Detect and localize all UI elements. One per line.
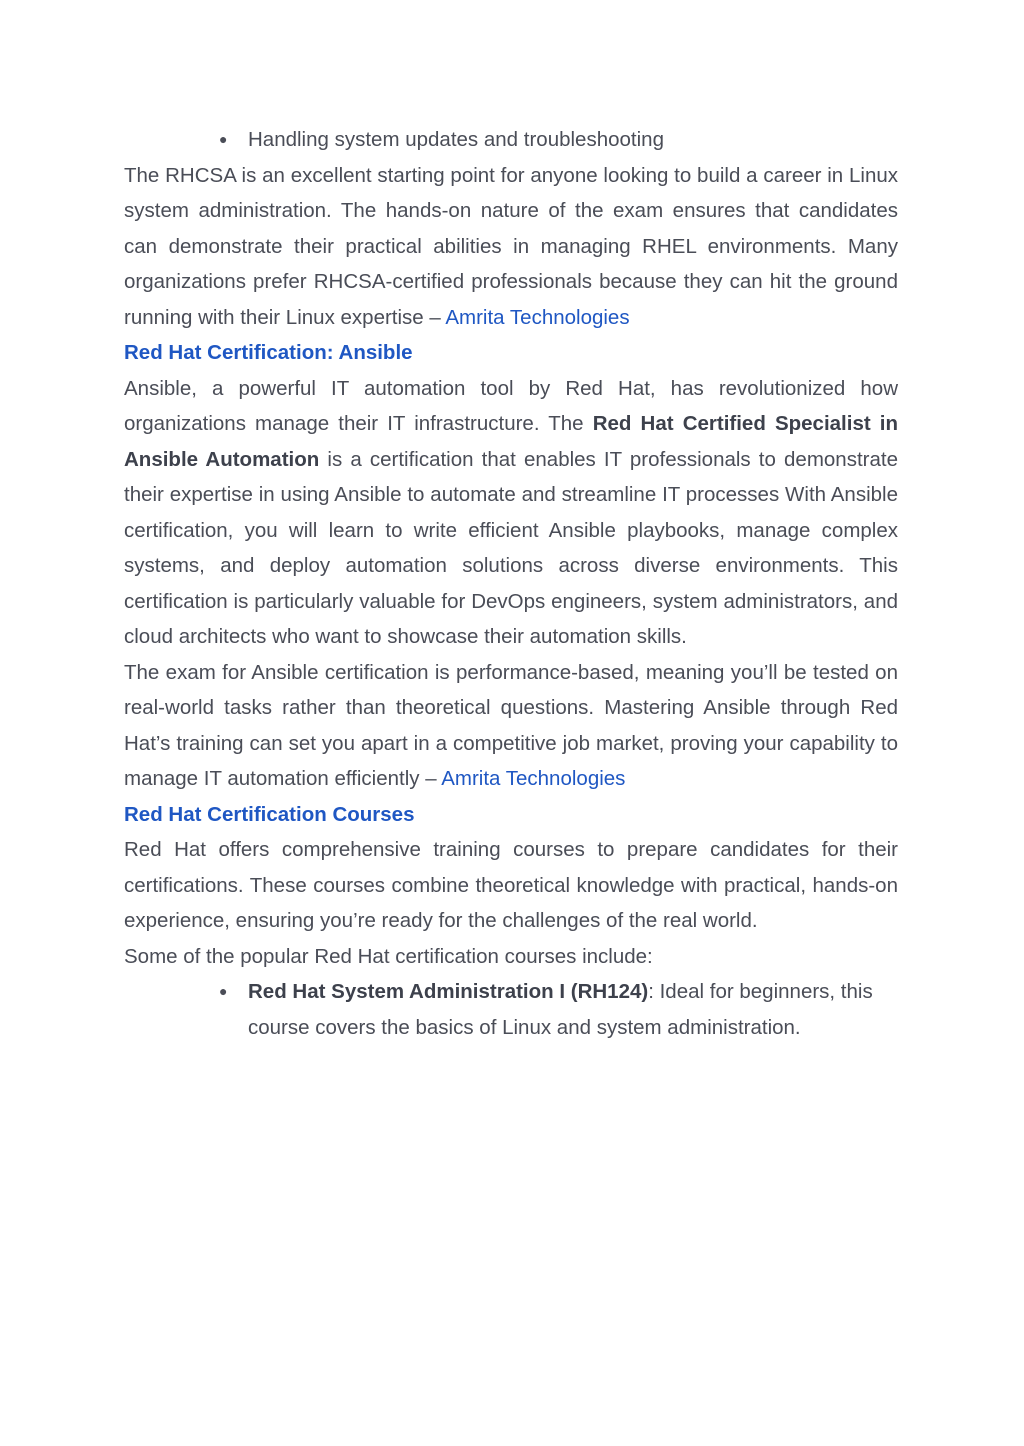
ansible-heading: Red Hat Certification: Ansible [124,341,413,364]
amrita-technologies-link[interactable]: Amrita Technologies [441,767,626,790]
courses-paragraph [124,832,898,939]
paragraph-text: Ansible, a powerful IT automation tool by Red Hat, has revolutionized how organizations manage their IT infrastructure. The [124,376,898,435]
paragraph-text: Some of the popular Red Hat certification courses include: [124,944,653,968]
paragraph-text: Red Hat offers comprehensive training courses to prepare candidates for their certifications. These courses combine theoretical knowledge with practical, hands-on experience, ensuring you’re ready for the challenges of the real world. [124,838,898,932]
bullet-icon: ● [219,983,228,999]
list-item [124,974,898,1045]
document-page [124,122,898,1045]
certification-name: Red Hat Certified Specialist in Ansible Automation [124,412,898,471]
amrita-technologies-link[interactable]: Amrita Technologies [445,305,630,329]
ansible-exam-paragraph [124,655,898,797]
courses-heading: Red Hat Certification Courses [124,802,415,826]
paragraph-text: The RHCSA is an excellent starting point for anyone looking to build a career in Linux system administration. The hands-on nature of the exam ensures that candidates can demonstrate their practical abilities in managing RHEL environments. Many organizations prefer RHCSA-certified professionals because they can hit the ground running with their Linux expertise – [124,163,898,329]
courses-intro [124,939,898,975]
list-item [124,122,898,158]
list-item-text: : Ideal for beginners, this course covers the basics of Linux and system administration. [248,980,873,1039]
paragraph-text: is a certification that enables IT professionals to demonstrate their expertise in using Ansible to automate and streamline IT processes With Ansible certification, you will learn to write efficient Ansible playbooks, manage complex systems, and deploy automation solutions across diverse environments. This certification is particularly valuable for DevOps engineers, system administrators, and cloud architects who want to showcase their automation skills. [124,447,898,648]
paragraph-text: The exam for Ansible certification is performance-based, meaning you’ll be tested on real-world tasks rather than theoretical questions. Mastering Ansible through Red Hat’s training can set you apart in a competitive job market, proving your capability to manage IT automation efficiently – [124,660,898,790]
bullet-icon: ● [219,131,228,147]
course-name: Red Hat System Administration I (RH124) [248,980,649,1003]
ansible-paragraph [124,371,898,655]
list-item-text: Handling system updates and troubleshooting [248,128,664,151]
rhcsa-paragraph [124,158,898,336]
